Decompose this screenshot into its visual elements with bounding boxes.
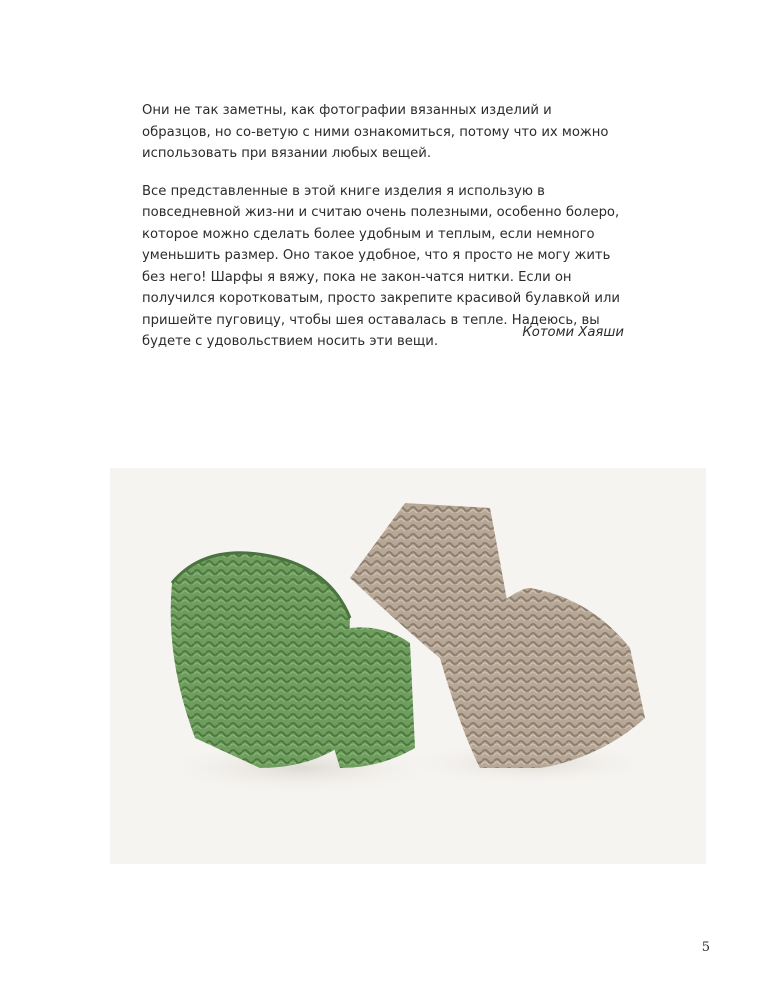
page-number: 5 <box>701 940 710 955</box>
author-signature: Котоми Хаяши <box>522 325 624 340</box>
knitted-items-illustration <box>110 468 706 864</box>
paragraph-1: Они не так заметны, как фотографии вязанных изделий и образцов, но со-ветую с ними ознакомиться, потому что их можно использовать при вязании любых вещей. <box>142 103 609 161</box>
paragraph-2: Все представленные в этой книге изделия я использую в повседневной жиз-ни и считаю очень полезными, особенно болеро, которое можно сделать более удобным и теплым, если немного уменьшить размер. Оно такое удобное, что я просто не могу жить без него! Шарфы я вяжу, пока не закон-чатся нитки. Если он получился коротковатым, просто закрепите красивой булавкой или пришейте пуговицу, чтобы шея оставалась в тепле. Надеюсь, вы будете с удовольствием носить эти вещи. <box>142 183 620 349</box>
knitted-items-photo <box>110 468 706 864</box>
